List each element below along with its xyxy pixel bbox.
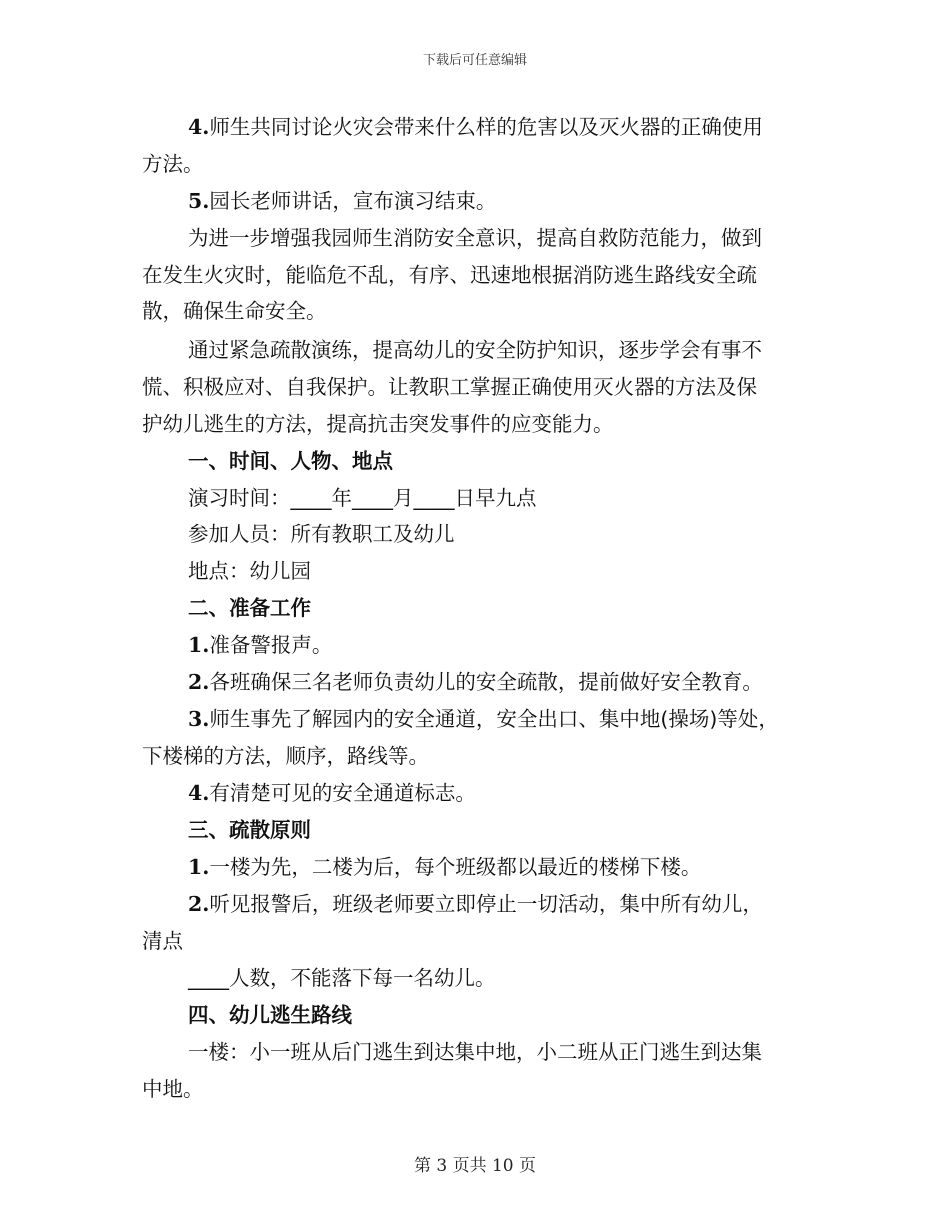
paragraph-line: 下楼梯的方法，顺序，路线等。 — [142, 744, 429, 768]
line-text: 人数，不能落下每一名幼儿。 — [229, 966, 496, 990]
line-text: 听见报警后，班级老师要立即停止一切活动，集中所有幼儿， — [209, 892, 763, 916]
blank-line: ____ — [352, 486, 393, 510]
list-number: 2. — [188, 670, 210, 694]
list-number: 5. — [188, 189, 210, 213]
line-text: 各班确保三名老师负责幼儿的安全疏散，提前做好安全教育。 — [209, 670, 763, 694]
paragraph-line — [188, 704, 868, 734]
paragraph-line: 在发生火灾时，能临危不乱，有序、迅速地根据消防逃生路线安全疏 — [142, 263, 757, 287]
paragraph-line: 清点 — [142, 929, 183, 953]
line-text: 一楼为先，二楼为后，每个班级都以最近的楼梯下楼。 — [209, 855, 702, 879]
page-header: 下载后可任意编辑 — [422, 53, 527, 68]
list-number: 1. — [188, 633, 210, 657]
list-number: 4. — [188, 781, 210, 805]
section-heading: 三、疏散原则 — [188, 818, 311, 842]
paragraph-line: 为进一步增强我园师生消防安全意识，提高自救防范能力，做到 — [188, 226, 762, 250]
paragraph-line — [188, 852, 868, 882]
paragraph-line: 慌、积极应对、自我保护。让教职工掌握正确使用灭火器的方法及保 — [142, 375, 757, 399]
paragraph-line: 地点：幼儿园 — [188, 559, 311, 583]
page-footer: 第 3 页共 10 页 — [413, 1156, 537, 1176]
blank-line: ____ — [290, 486, 332, 510]
list-number: 1. — [188, 855, 210, 879]
paragraph-line — [188, 778, 868, 808]
paragraph-line — [188, 186, 868, 216]
list-number: 3. — [188, 707, 210, 731]
section-heading: 一、时间、人物、地点 — [188, 449, 393, 473]
paragraph-line — [188, 630, 868, 660]
paragraph-line — [188, 112, 868, 142]
day-label: 日早九点 — [454, 486, 537, 510]
paragraph-line: 通过紧急疏散演练，提高幼儿的安全防护知识，逐步学会有事不 — [188, 338, 762, 362]
paragraph-line — [188, 889, 868, 919]
line-text: 园长老师讲话，宣布演习结束。 — [209, 189, 497, 213]
blank-line: ____ — [413, 486, 455, 510]
line-text: 有清楚可见的安全通道标志。 — [209, 781, 476, 805]
field-label: 演习时间： — [188, 486, 291, 510]
paragraph-line: 一楼：小一班从后门逃生到达集中地，小二班从正门逃生到达集 — [188, 1040, 762, 1064]
line-text: 准备警报声。 — [209, 633, 333, 657]
paragraph-line: 散，确保生命安全。 — [142, 299, 327, 323]
paragraph-line: 方法。 — [142, 152, 204, 176]
paragraph-line — [188, 963, 868, 993]
blank-line: ____ — [188, 966, 229, 990]
list-number: 4. — [188, 115, 210, 139]
paragraph-line: 护幼儿逃生的方法，提高抗击突发事件的应变能力。 — [142, 412, 614, 436]
line-text: 师生共同讨论火灾会带来什么样的危害以及灭火器的正确使用 — [209, 115, 763, 139]
month-label: 月 — [393, 486, 414, 510]
year-label: 年 — [331, 486, 352, 510]
section-heading: 二、准备工作 — [188, 596, 311, 620]
paragraph-line — [188, 667, 868, 697]
paragraph-line: 中地。 — [142, 1077, 204, 1101]
paragraph-line — [188, 483, 868, 513]
list-number: 2. — [188, 892, 210, 916]
section-heading: 四、幼儿逃生路线 — [188, 1003, 352, 1027]
line-text: 师生事先了解园内的安全通道，安全出口、集中地(操场)等处， — [209, 707, 779, 731]
paragraph-line: 参加人员：所有教职工及幼儿 — [188, 522, 455, 546]
